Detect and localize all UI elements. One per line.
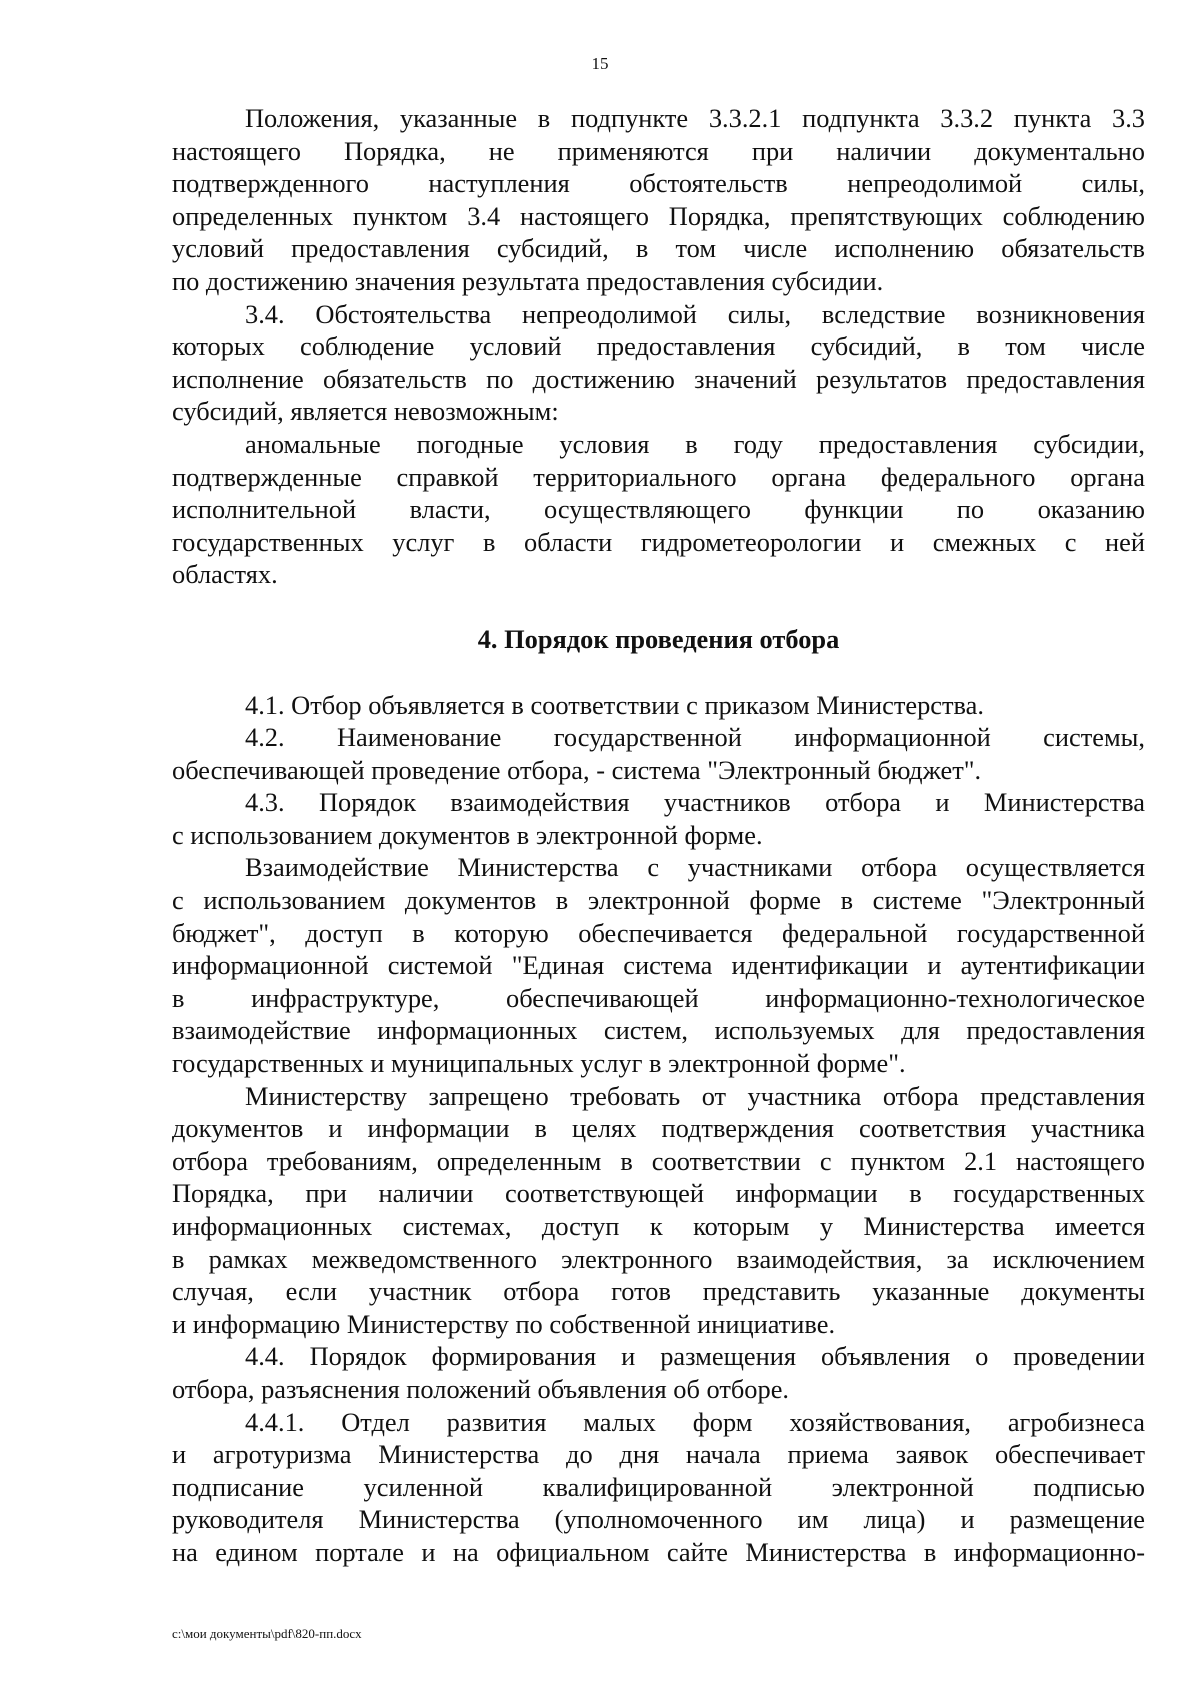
page-number: 15 xyxy=(591,54,609,73)
paragraph xyxy=(172,851,1145,1079)
paragraph xyxy=(172,102,1145,298)
text-line: случая, если участник отбора готов представить указанные документы xyxy=(172,1276,1145,1307)
paragraph xyxy=(172,1080,1145,1341)
text-line: областях. xyxy=(172,559,278,590)
paragraph xyxy=(172,428,1145,591)
text-line: 4.3. Порядок взаимодействия участников отбора и Министерства xyxy=(245,787,1145,818)
text-line: и агротуризма Министерства до дня начала приема заявок обеспечивает xyxy=(172,1439,1145,1470)
text-line: по достижению значения результата предоставления субсидии. xyxy=(172,265,884,296)
text-line: исполнительной власти, осуществляющего функции по оказанию xyxy=(172,494,1145,525)
text-line: 4.2. Наименование государственной информационной системы, xyxy=(245,722,1145,753)
text-line: субсидий, является невозможным: xyxy=(172,396,559,427)
text-line: взаимодействие информационных систем, используемых для предоставления xyxy=(172,1015,1145,1046)
text-line: в рамках межведомственного электронного взаимодействия, за исключением xyxy=(172,1243,1145,1274)
spacer xyxy=(172,591,1145,623)
document-body xyxy=(172,102,1145,1569)
footer-file-path: c:\мои документы\pdf\820-пп.docx xyxy=(172,1626,362,1641)
spacer xyxy=(172,656,1145,689)
paragraph xyxy=(172,786,1145,851)
text-line: в инфраструктуре, обеспечивающей информационно-технологическое xyxy=(172,982,1145,1013)
text-line: с использованием документов в электронной форме в системе "Электронный xyxy=(172,885,1145,916)
text-line: и информацию Министерству по собственной инициативе. xyxy=(172,1308,836,1339)
text-line: на едином портале и на официальном сайте Министерства в информационно- xyxy=(172,1536,1145,1567)
text-line: информационных системах, доступ к которым у Министерства имеется xyxy=(172,1211,1145,1241)
text-line: подтвержденного наступления обстоятельств непреодолимой силы, xyxy=(172,168,1145,199)
text-line: Взаимодействие Министерства с участниками отбора осуществляется xyxy=(245,852,1145,883)
paragraph xyxy=(172,298,1145,428)
text-line: настоящего Порядка, не применяются при наличии документально xyxy=(172,135,1145,166)
text-line: государственных услуг в области гидрометеорологии и смежных с ней xyxy=(172,526,1145,557)
text-line: определенных пунктом 3.4 настоящего Порядка, препятствующих соблюдению xyxy=(172,200,1145,231)
text-line: условий предоставления субсидий, в том числе исполнению обязательств xyxy=(172,233,1145,264)
text-line: отбора, разъяснения положений объявления об отборе. xyxy=(172,1373,790,1404)
text-line: аномальные погодные условия в году предоставления субсидии, xyxy=(245,428,1145,459)
text-line: которых соблюдение условий предоставления субсидий, в том числе xyxy=(172,331,1145,362)
text-line: Министерству запрещено требовать от участника отбора представления xyxy=(245,1080,1145,1111)
paragraph xyxy=(172,1340,1145,1405)
paragraph xyxy=(172,1406,1145,1569)
section-heading: 4. Порядок проведения отбора xyxy=(477,623,840,654)
text-line: с использованием документов в электронной форме. xyxy=(172,819,763,850)
text-line: информационной системой "Единая система идентификации и аутентификации xyxy=(172,950,1145,981)
paragraph xyxy=(172,689,1145,722)
text-line: Положения, указанные в подпункте 3.3.2.1 подпункта 3.3.2 пункта 3.3 xyxy=(245,103,1145,133)
text-line: исполнение обязательств по достижению значений результатов предоставления xyxy=(172,363,1145,394)
text-line: 4.1. Отбор объявляется в соответствии с приказом Министерства. xyxy=(245,689,984,720)
text-line: бюджет", доступ в которую обеспечивается федеральной государственной xyxy=(172,917,1145,948)
paragraph xyxy=(172,721,1145,786)
text-line: 3.4. Обстоятельства непреодолимой силы, вследствие возникновения xyxy=(245,298,1145,329)
text-line: Порядка, при наличии соответствующей информации в государственных xyxy=(172,1178,1145,1209)
text-line: подтвержденные справкой территориального органа федерального органа xyxy=(172,461,1145,492)
text-line: подписание усиленной квалифицированной электронной подписью xyxy=(172,1471,1145,1502)
text-line: 4.4. Порядок формирования и размещения объявления о проведении xyxy=(245,1341,1145,1372)
text-line: руководителя Министерства (уполномоченного им лица) и размещение xyxy=(172,1504,1145,1535)
text-line: 4.4.1. Отдел развития малых форм хозяйствования, агробизнеса xyxy=(245,1406,1145,1437)
text-line: документов и информации в целях подтверждения соответствия участника xyxy=(172,1113,1145,1144)
text-line: отбора требованиям, определенным в соответствии с пунктом 2.1 настоящего xyxy=(172,1145,1145,1176)
text-line: обеспечивающей проведение отбора, - система "Электронный бюджет". xyxy=(172,754,982,785)
text-line: государственных и муниципальных услуг в электронной форме". xyxy=(172,1048,906,1079)
